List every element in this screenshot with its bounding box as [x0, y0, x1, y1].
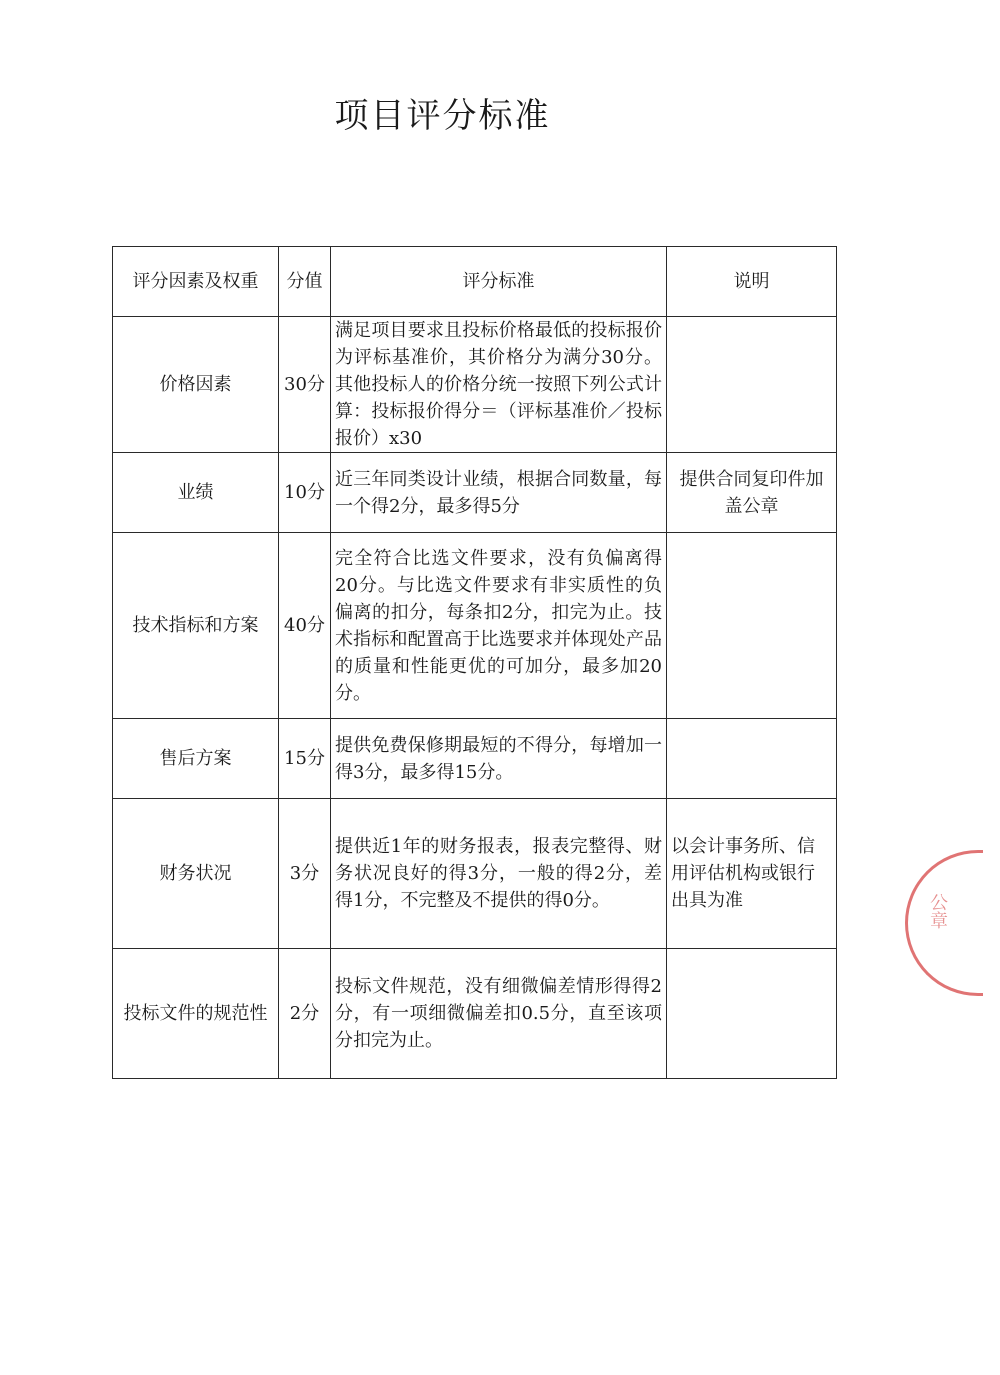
- cell-score: 10分: [279, 453, 331, 533]
- table-row: [113, 799, 837, 949]
- header-factor: 评分因素及权重: [113, 247, 279, 317]
- table-row: [113, 719, 837, 799]
- cell-factor: 技术指标和方案: [113, 533, 279, 719]
- header-criteria: 评分标准: [331, 247, 667, 317]
- table-row: [113, 949, 837, 1079]
- table-row: [113, 453, 837, 533]
- cell-criteria: 近三年同类设计业绩，根据合同数量，每一个得2分，最多得5分: [331, 453, 667, 533]
- cell-notes: [667, 533, 837, 719]
- cell-score: 15分: [279, 719, 331, 799]
- header-score: 分值: [279, 247, 331, 317]
- cell-notes: 以会计事务所、信用评估机构或银行出具为准: [667, 799, 837, 949]
- cell-score: 2分: [279, 949, 331, 1079]
- page-title: 项目评分标准: [334, 96, 551, 136]
- scoring-table: [112, 246, 837, 1079]
- cell-criteria: 满足项目要求且投标价格最低的投标报价为评标基准价，其价格分为满分30分。其他投标人的价格分统一按照下列公式计算：投标报价得分＝（评标基准价／投标报价）x30: [331, 317, 667, 453]
- cell-factor: 财务状况: [113, 799, 279, 949]
- cell-score: 40分: [279, 533, 331, 719]
- cell-score: 3分: [279, 799, 331, 949]
- cell-criteria: 提供近1年的财务报表，报表完整得、财务状况良好的得3分，一般的得2分，差得1分，不完整及不提供的得0分。: [331, 799, 667, 949]
- cell-notes: [667, 949, 837, 1079]
- cell-factor: 业绩: [113, 453, 279, 533]
- cell-criteria: 完全符合比选文件要求，没有负偏离得20分。与比选文件要求有非实质性的负偏离的扣分，每条扣2分，扣完为止。技术指标和配置高于比选要求并体现处产品的质量和性能更优的可加分，最多加20分。: [331, 533, 667, 719]
- cell-score: 30分: [279, 317, 331, 453]
- cell-factor: 售后方案: [113, 719, 279, 799]
- seal-text: 公章: [927, 893, 948, 929]
- table-row: [113, 533, 837, 719]
- cell-notes: [667, 719, 837, 799]
- cell-factor: 价格因素: [113, 317, 279, 453]
- cell-notes: 提供合同复印件加盖公章: [667, 453, 837, 533]
- cell-criteria: 投标文件规范，没有细微偏差情形得得2分，有一项细微偏差扣0.5分，直至该项分扣完为止。: [331, 949, 667, 1079]
- header-notes: 说明: [667, 247, 837, 317]
- table-header-row: [113, 247, 837, 317]
- cell-factor: 投标文件的规范性: [113, 949, 279, 1079]
- cell-criteria: 提供免费保修期最短的不得分，每增加一得3分，最多得15分。: [331, 719, 667, 799]
- table-row: [113, 317, 837, 453]
- cell-notes: [667, 317, 837, 453]
- seal-stamp: [905, 850, 983, 996]
